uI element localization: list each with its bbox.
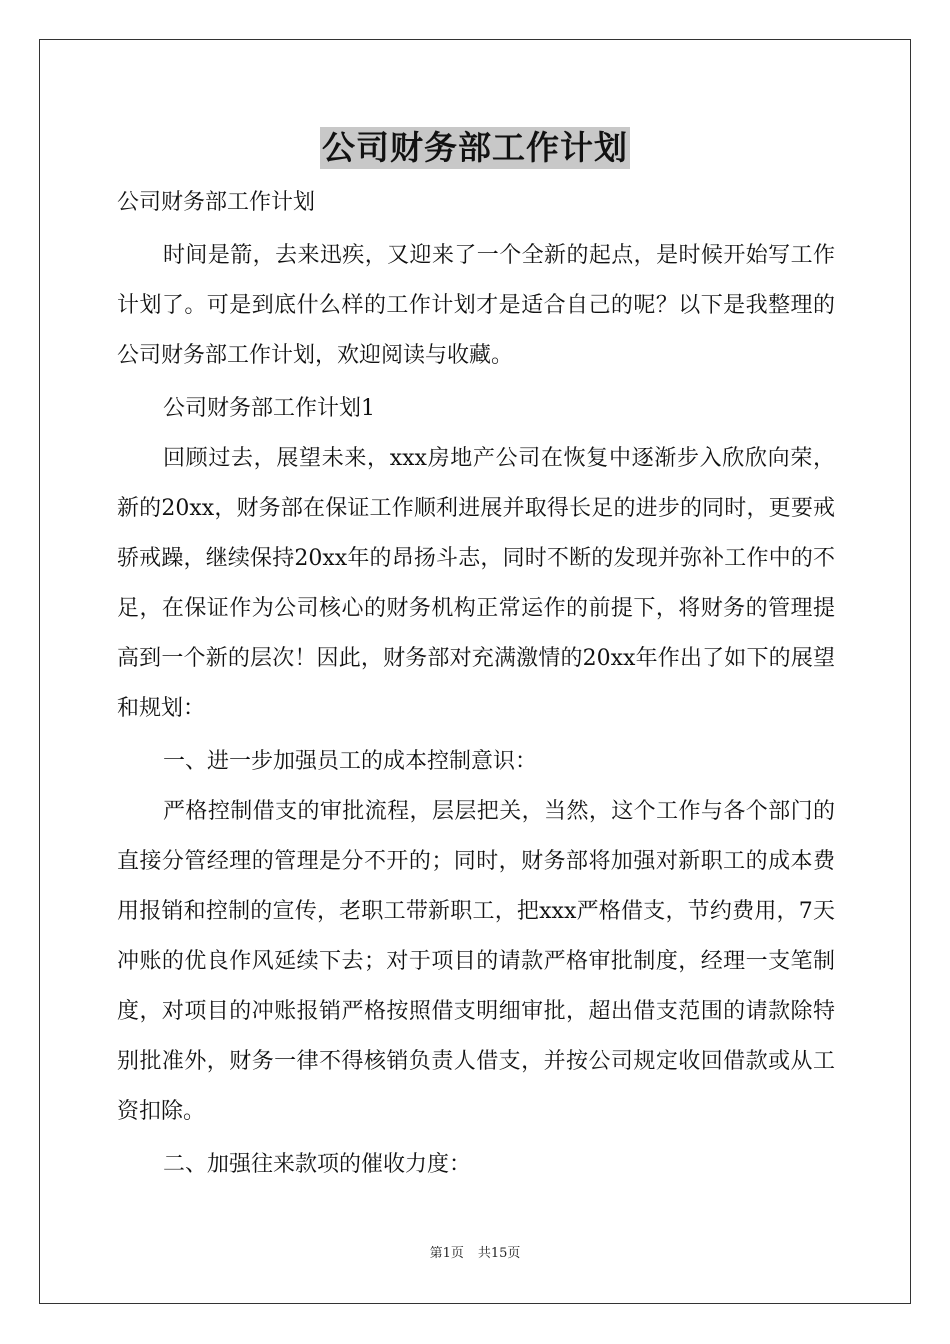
document-title: 公司财务部工作计划 <box>322 128 628 167</box>
paragraph-review: 回顾过去，展望未来，xxx房地产公司在恢复中逐渐步入欣欣向荣，新的20xx，财务部在保证工作顺利进展并取得长足的进步的同时，更要戒骄戒躁，继续保持20xx年的昂扬斗志，同时不断的发现并弥补工作中的不足，在保证作为公司核心的财务机构正常运作的前提下，将财务的管理提高到一个新的层次！因此，财务部对充满激情的20xx年作出了如下的展望和规划： <box>117 446 835 721</box>
document-body <box>117 178 835 1190</box>
paragraph-cost-control: 严格控制借支的审批流程，层层把关，当然，这个工作与各个部门的直接分管经理的管理是分不开的；同时，财务部将加强对新职工的成本费用报销和控制的宣传，老职工带新职工，把xxx严格借支，节约费用，7天冲账的优良作风延续下去；对于项目的请款严格审批制度，经理一支笔制度，对项目的冲账报销严格按照借支明细审批，超出借支范围的请款除特别批准外，财务一律不得核销负责人借支，并按公司规定收回借款或从工资扣除。 <box>117 799 835 1124</box>
section-heading-plan-1: 公司财务部工作计划1 <box>163 396 375 421</box>
document-subtitle: 公司财务部工作计划 <box>117 190 316 215</box>
section-heading-cost-control: 一、进一步加强员工的成本控制意识： <box>163 749 538 774</box>
page-number: 第1页 <box>429 1246 464 1261</box>
section-heading-collection: 二、加强往来款项的催收力度： <box>163 1152 472 1177</box>
title-container <box>0 127 950 169</box>
page-footer <box>0 1245 950 1263</box>
page-total: 共15页 <box>477 1246 521 1261</box>
paragraph-intro: 时间是箭，去来迅疾，又迎来了一个全新的起点，是时候开始写工作计划了。可是到底什么样的工作计划才是适合自己的呢？以下是我整理的公司财务部工作计划，欢迎阅读与收藏。 <box>117 243 835 368</box>
